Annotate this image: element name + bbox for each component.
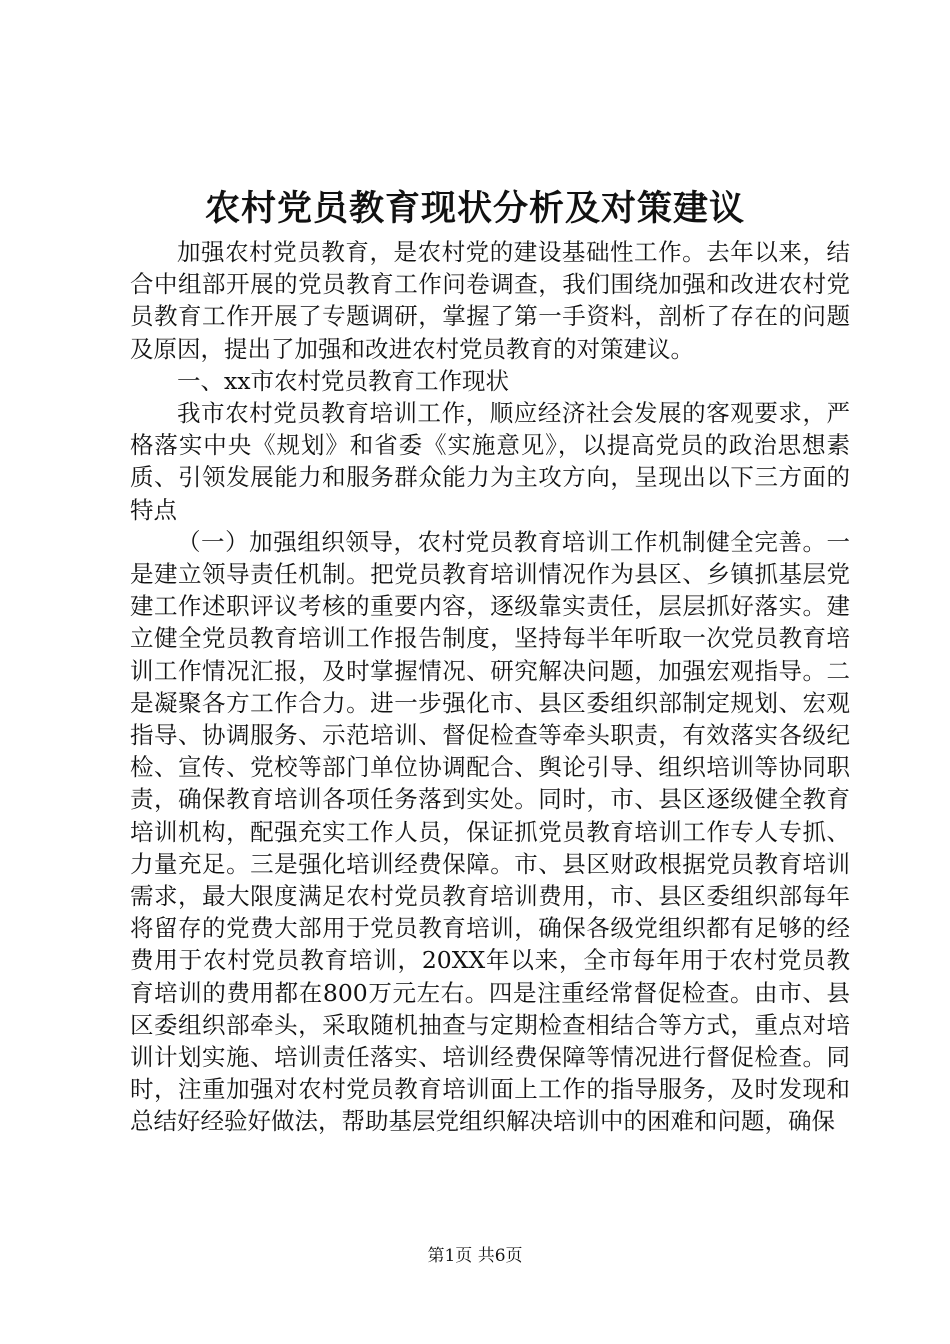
section-heading: 一、xx市农村党员教育工作现状 <box>177 366 510 395</box>
subsection-paragraph: （一）加强组织领导，农村党员教育培训工作机制健全完善。一是建立领导责任机制。把党员教育培训情况作为县区、乡镇抓基层党建工作述职评议考核的重要内容，逐级靠实责任，层层抓好落实。建立健全党员教育培训工作报告制度，坚持每半年听取一次党员教育培训工作情况汇报，及时掌握情况、研究解决问题，加强宏观指导。二是凝聚各方工作合力。进一步强化市、县区委组织部制定规划、宏观指导、协调服务、示范培训、督促检查等牵头职责，有效落实各级纪检、宣传、党校等部门单位协调配合、舆论引导、组织培训等协同职责，确保教育培训各项任务落到实处。同时，市、县区逐级健全教育培训机构，配强充实工作人员，保证抓党员教育培训工作专人专抓、力量充足。三是强化培训经费保障。市、县区财政根据党员教育培训需求，最大限度满足农村党员教育培训费用，市、县区委组织部每年将留存的党费大部用于党员教育培训，确保各级党组织都有足够的经费用于农村党员教育培训，20XX年以来，全市每年用于农村党员教育培训的费用都在800万元左右。四是注重经常督促检查。由市、县区委组织部牵头，采取随机抽查与定期检查相结合等方式，重点对培训计划实施、培训责任落实、培训经费保障等情况进行督促检查。同时，注重加强对农村党员教育培训面上工作的指导服务，及时发现和总结好经验好做法，帮助基层党组织解决培训中的困难和问题，确保 <box>130 527 850 1136</box>
page-number-footer: 第1页 共6页 <box>427 1246 523 1266</box>
document-title: 农村党员教育现状分析及对策建议 <box>204 188 745 229</box>
intro-paragraph: 加强农村党员教育，是农村党的建设基础性工作。去年以来，结合中组部开展的党员教育工作问卷调查，我们围绕加强和改进农村党员教育工作开展了专题调研，掌握了第一手资料，剖析了存在的问题及原因，提出了加强和改进农村党员教育的对策建议。 <box>130 238 850 363</box>
document-body <box>130 236 850 1138</box>
section-paragraph: 我市农村党员教育培训工作，顺应经济社会发展的客观要求，严格落实中央《规划》和省委《实施意见》，以提高党员的政治思想素质、引领发展能力和服务群众能力为主攻方向，呈现出以下三方面的特点 <box>130 399 850 524</box>
